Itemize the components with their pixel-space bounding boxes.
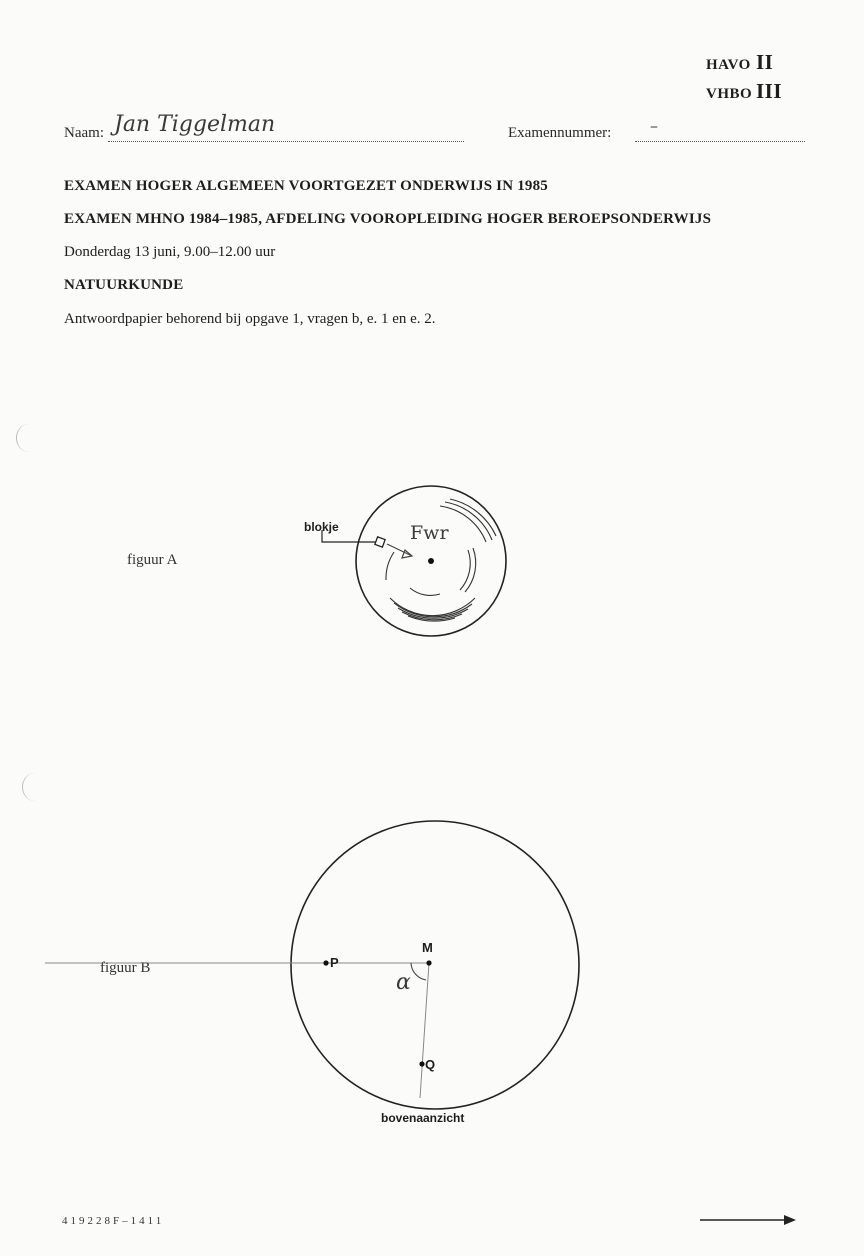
figure-a-caption: figuur A [127,552,178,568]
turntable-center-dot [428,558,434,564]
block-square [375,537,385,547]
turntable-grooves [386,499,496,621]
exam-title-line1: EXAMEN HOGER ALGEMEEN VOORTGEZET ONDERWIJS IN 1985 [64,178,549,194]
name-dotted-line[interactable] [108,141,464,142]
level-code: HAVO [706,57,751,73]
level-roman: III [756,79,783,103]
figure-a-turntable [290,480,530,650]
block-label: blokje [304,520,339,534]
level-havo [706,50,773,75]
exam-date: Donderdag 13 juni, 9.00–12.00 uur [64,244,276,260]
exam-number-dotted-line[interactable] [635,141,805,142]
punch-hole-bottom [22,773,47,801]
next-page-arrow-icon [698,1212,798,1228]
exam-subject: NATUURKUNDE [64,277,184,293]
exam-number-handwritten-value: – [650,116,658,135]
force-arrow-line [387,544,412,556]
punch-hole-top [16,424,41,452]
point-m-dot [426,960,431,965]
footer-code: 419228F–1411 [62,1215,165,1227]
point-m-label: M [422,940,433,955]
point-p-label: P [330,955,339,970]
exam-instruction: Antwoordpapier behorend bij opgave 1, vragen b, e. 1 en e. 2. [64,311,436,327]
point-p-dot [323,960,328,965]
exam-number-label: Examennummer: [508,125,612,141]
name-label: Naam: [64,125,104,141]
name-handwritten-value: Jan Tiggelman [114,112,276,137]
level-vhbo [706,79,782,104]
point-q-dot [419,1061,424,1066]
point-q-label: Q [425,1057,436,1072]
figure-b-caption: figuur B [100,960,151,976]
angle-alpha-label: α [396,970,411,995]
level-roman: II [756,50,774,74]
level-code: VHBO [706,86,753,102]
line-mq [420,963,429,1098]
top-view-label: bovenaanzicht [381,1111,465,1125]
exam-title-line2: EXAMEN MHNO 1984–1985, AFDELING VOOROPLEIDING HOGER BEROEPSONDERWIJS [64,211,712,227]
angle-arc [411,963,426,980]
force-label: Fwr [410,522,449,544]
